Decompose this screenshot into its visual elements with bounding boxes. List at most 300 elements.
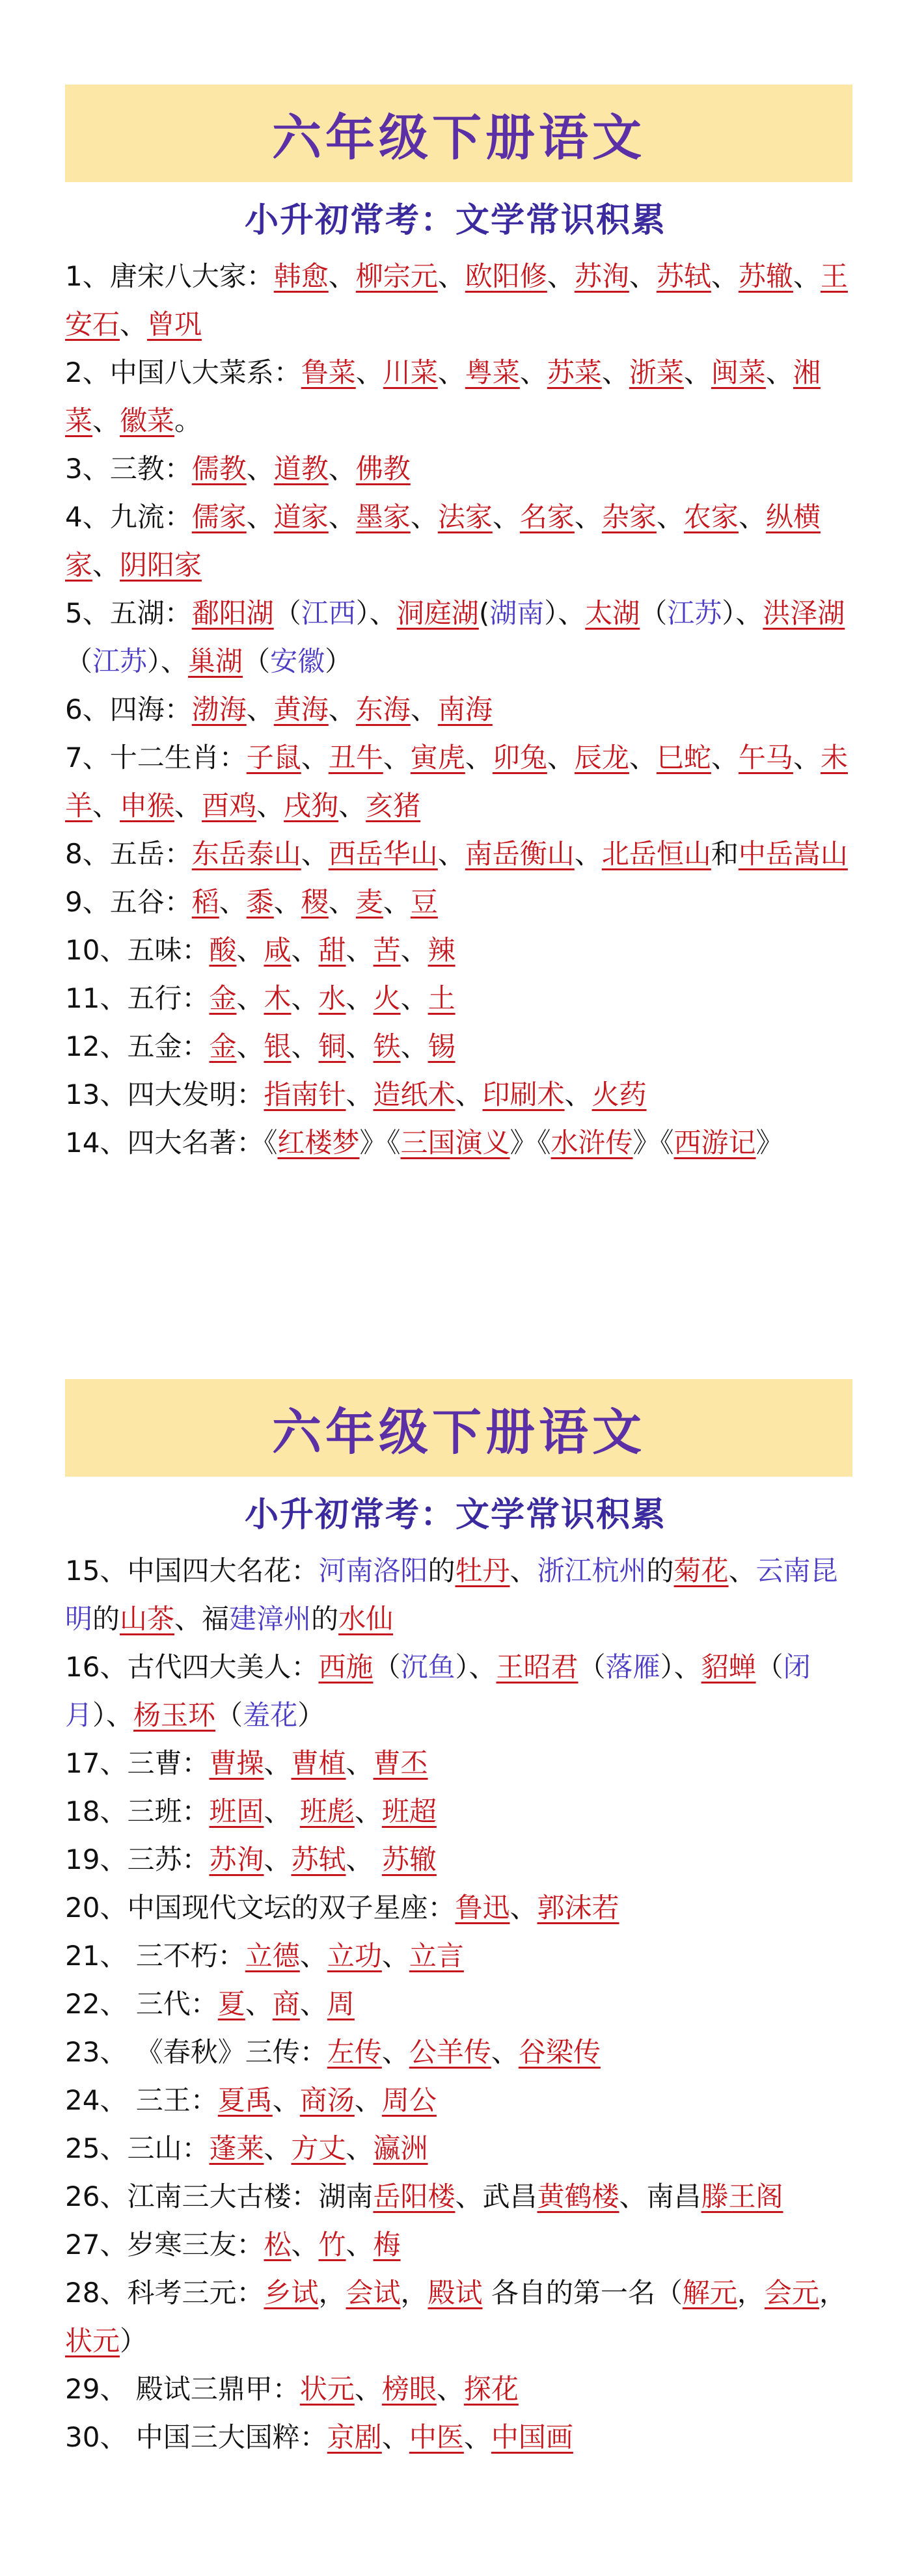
- item-text: 、: [120, 308, 148, 340]
- answer-term: 佛教: [355, 453, 411, 485]
- item-text: 、: [629, 742, 657, 773]
- item-text: 、: [728, 1555, 756, 1587]
- answer-term: 亥猪: [366, 790, 421, 822]
- answer-term: 水: [318, 982, 346, 1014]
- answer-term: 子鼠: [246, 742, 301, 773]
- answer-term: 麦: [355, 886, 383, 918]
- item-text: 的: [311, 1603, 339, 1635]
- item-text: 、: [92, 549, 120, 581]
- item-text: （: [273, 597, 301, 629]
- answer-term: 太湖: [585, 597, 640, 629]
- item-text: 、: [92, 790, 120, 822]
- answer-term: 红楼梦: [277, 1127, 360, 1159]
- item-text: 、: [547, 260, 575, 292]
- item-text: 、: [301, 838, 329, 870]
- answer-term: 商: [272, 1988, 300, 2020]
- answer-term: 稻: [191, 886, 219, 918]
- item-text: 1、唐宋八大家：: [65, 260, 274, 292]
- item-text: 、: [400, 982, 428, 1014]
- item-text: ，: [819, 2277, 847, 2309]
- answer-term: 儒教: [191, 453, 247, 485]
- item-text: 18、三班：: [65, 1795, 210, 1827]
- item-text: 》: [755, 1127, 783, 1159]
- answer-term: 蓬莱: [209, 2132, 264, 2164]
- item-text: ）、: [455, 1651, 496, 1683]
- item-text: 、: [410, 693, 438, 725]
- list-item: [65, 1071, 852, 1119]
- answer-term: 粤菜: [465, 356, 520, 388]
- answer-term: 苦: [373, 934, 401, 966]
- item-text: 、: [264, 1795, 300, 1827]
- item-text: 、: [381, 1940, 409, 1972]
- subtitle: 小升初常考：文学常识积累: [244, 1496, 666, 1535]
- item-text: 的: [92, 1603, 120, 1635]
- answer-term: 班固: [209, 1795, 264, 1827]
- item-text: 15、中国四大名花：: [65, 1555, 319, 1587]
- note-term: 河南洛阳: [318, 1555, 428, 1587]
- item-text: 11、五行：: [65, 982, 210, 1014]
- item-text: 、: [328, 453, 356, 485]
- item-text: 24、 三王：: [65, 2084, 218, 2116]
- item-text: 、: [264, 1747, 292, 1779]
- answer-term: 辰龙: [574, 742, 629, 773]
- answer-term: 状元: [299, 2373, 355, 2405]
- answer-term: 会试: [346, 2277, 401, 2309]
- item-text: 、: [346, 982, 374, 1014]
- item-text: 、: [174, 790, 202, 822]
- list-item: [65, 878, 852, 926]
- item-text: （: [578, 1651, 606, 1683]
- answer-term: 铜: [318, 1030, 346, 1062]
- answer-term: 立言: [409, 1940, 464, 1972]
- list-item: [65, 1547, 852, 1643]
- list-item: [65, 2413, 852, 2462]
- subtitle: 小升初常考：文学常识积累: [244, 201, 666, 240]
- item-text: 14、四大名著：《: [65, 1127, 278, 1159]
- answer-term: 南岳衡山: [465, 838, 575, 870]
- answer-term: 夏禹: [217, 2084, 273, 2116]
- answer-term: 豆: [410, 886, 438, 918]
- answer-term: 瀛洲: [373, 2132, 428, 2164]
- list-item: [65, 2125, 852, 2173]
- item-text: ）、: [660, 1651, 701, 1683]
- answer-term: 班超: [381, 1795, 437, 1827]
- answer-term: 墨家: [355, 501, 411, 533]
- item-text: 19、三苏：: [65, 1844, 210, 1875]
- note-term: 江西: [301, 597, 356, 629]
- item-text: 各自的第一名（: [482, 2277, 683, 2309]
- item-text: 、: [354, 2373, 382, 2405]
- list-item: [65, 445, 852, 493]
- item-text: 、福: [174, 1603, 230, 1635]
- list-item: [65, 734, 852, 830]
- item-text: 、: [245, 1988, 273, 2020]
- item-text: 、: [491, 2036, 519, 2068]
- answer-term: 申猴: [120, 790, 175, 822]
- item-text: 、: [547, 742, 575, 773]
- item-text: （: [215, 1699, 243, 1731]
- answer-term: 纵横家: [65, 501, 821, 581]
- answer-term: 谷梁传: [518, 2036, 601, 2068]
- answer-term: 西施: [318, 1651, 374, 1683]
- answer-term: 火: [373, 982, 401, 1014]
- item-text: 、: [601, 356, 629, 388]
- item-text: 、: [299, 1940, 327, 1972]
- item-text: 、: [383, 742, 411, 773]
- list-item: [65, 1932, 852, 1980]
- item-text: ，: [737, 2277, 765, 2309]
- list-item: [65, 2221, 852, 2269]
- note-term: 建漳州: [229, 1603, 312, 1635]
- answer-term: 酸: [209, 934, 237, 966]
- answer-term: 松: [264, 2229, 292, 2261]
- item-text: ，: [318, 2277, 346, 2309]
- answer-term: 辣: [428, 934, 456, 966]
- answer-term: 黍: [246, 886, 274, 918]
- item-text: 、: [301, 742, 329, 773]
- answer-term: 黄鹤楼: [537, 2180, 619, 2212]
- item-text: 、: [328, 886, 356, 918]
- item-text: 16、古代四大美人：: [65, 1651, 319, 1683]
- answer-term: 乡试: [264, 2277, 319, 2309]
- item-text: 、武昌: [455, 2180, 537, 2212]
- item-text: （: [755, 1651, 783, 1683]
- item-text: 、: [383, 886, 411, 918]
- list-item: [65, 1788, 852, 1836]
- item-text: 22、 三代：: [65, 1988, 218, 2020]
- answer-term: 方丈: [291, 2132, 346, 2164]
- answer-term: 酉鸡: [202, 790, 257, 822]
- answer-term: 洞庭湖: [396, 597, 479, 629]
- item-list: [65, 252, 852, 1167]
- list-item: [65, 974, 852, 1023]
- answer-term: 木: [264, 982, 292, 1014]
- item-text: 、: [92, 405, 120, 436]
- item-text: 、: [299, 1988, 327, 2020]
- note-term: 落雁: [605, 1651, 660, 1683]
- note-term: 湖南: [489, 597, 545, 629]
- item-text: （: [243, 645, 271, 677]
- item-text: 、: [793, 260, 821, 292]
- item-text: 、: [711, 742, 739, 773]
- item-text: 、: [463, 2421, 491, 2453]
- answer-term: 西游记: [673, 1127, 756, 1159]
- item-text: 、: [264, 2132, 292, 2164]
- answer-term: 苏辙: [738, 260, 793, 292]
- answer-term: 中岳嵩山: [738, 838, 848, 870]
- answer-term: 曾巩: [147, 308, 202, 340]
- answer-term: 东海: [355, 693, 411, 725]
- item-text: 、: [510, 1555, 537, 1587]
- answer-term: 浙菜: [629, 356, 684, 388]
- answer-term: 苏辙: [381, 1844, 437, 1875]
- answer-term: 甜: [318, 934, 346, 966]
- answer-term: 班彪: [299, 1795, 355, 1827]
- answer-term: 阴阳家: [120, 549, 202, 581]
- item-text: 27、岁寒三友：: [65, 2229, 264, 2261]
- answer-term: 巢湖: [188, 645, 243, 677]
- note-term: 安徽: [270, 645, 325, 677]
- answer-term: 鄱阳湖: [191, 597, 274, 629]
- list-item: [65, 686, 852, 734]
- item-text: 、: [246, 453, 274, 485]
- answer-term: 夏: [217, 1988, 245, 2020]
- answer-term: 水浒传: [551, 1127, 633, 1159]
- item-text: 、: [264, 1844, 292, 1875]
- item-text: （: [373, 1651, 401, 1683]
- list-item: [65, 252, 852, 349]
- item-text: 、: [410, 501, 438, 533]
- answer-term: 寅虎: [410, 742, 465, 773]
- item-text: ）、: [92, 1699, 134, 1731]
- banner: [65, 1379, 852, 1477]
- item-text: （: [640, 597, 668, 629]
- answer-term: 川菜: [383, 356, 438, 388]
- answer-term: 三国演义: [400, 1127, 510, 1159]
- item-text: 、: [738, 501, 766, 533]
- item-text: 、南昌: [619, 2180, 701, 2212]
- answer-term: 郭沫若: [537, 1892, 619, 1924]
- item-text: 、: [328, 260, 356, 292]
- item-text: 8、五岳：: [65, 838, 192, 870]
- item-text: 、: [492, 501, 520, 533]
- banner-title: 六年级下册语文: [272, 108, 646, 167]
- answer-term: 左传: [327, 2036, 382, 2068]
- answer-term: 银: [264, 1030, 292, 1062]
- item-text: 29、 殿试三鼎甲：: [65, 2373, 300, 2405]
- list-item: [65, 830, 852, 878]
- list-item: [65, 2365, 852, 2413]
- answer-term: 稷: [301, 886, 329, 918]
- item-text: 17、三曹：: [65, 1747, 210, 1779]
- answer-term: 岳阳楼: [373, 2180, 456, 2212]
- answer-term: 解元: [682, 2277, 737, 2309]
- answer-term: 中医: [409, 2421, 464, 2453]
- answer-term: 苏轼: [656, 260, 711, 292]
- answer-term: 火药: [591, 1079, 647, 1110]
- item-text: 、: [574, 838, 602, 870]
- answer-term: 戌狗: [284, 790, 339, 822]
- answer-term: 印刷术: [482, 1079, 565, 1110]
- note-term: 羞花: [243, 1699, 298, 1731]
- item-text: 4、九流：: [65, 501, 192, 533]
- item-text: 、: [273, 886, 301, 918]
- answer-term: 指南针: [264, 1079, 346, 1110]
- item-text: 、: [346, 2229, 374, 2261]
- note-term: 沉鱼: [400, 1651, 456, 1683]
- answer-term: 立德: [245, 1940, 300, 1972]
- item-text: 、: [346, 934, 374, 966]
- item-text: 、: [256, 790, 284, 822]
- item-text: 12、五金：: [65, 1030, 210, 1062]
- item-text: 、: [236, 982, 264, 1014]
- item-text: 、: [291, 2229, 319, 2261]
- answer-term: 中国画: [491, 2421, 573, 2453]
- note-term: 江苏: [667, 597, 722, 629]
- item-text: 、: [629, 260, 657, 292]
- list-item: [65, 1023, 852, 1071]
- item-text: 25、三山：: [65, 2132, 210, 2164]
- item-text: 。: [174, 405, 202, 436]
- item-text: 、: [455, 1079, 483, 1110]
- item-text: 、: [346, 2132, 374, 2164]
- answer-term: 曹丕: [373, 1747, 428, 1779]
- item-text: 30、 中国三大国粹：: [65, 2421, 327, 2453]
- list-item: [65, 349, 852, 445]
- item-text: 7、十二生肖：: [65, 742, 247, 773]
- item-text: 、: [400, 934, 428, 966]
- item-text: 和: [711, 838, 739, 870]
- item-text: 、: [519, 356, 547, 388]
- item-text: 23、 《春秋》三传：: [65, 2036, 327, 2068]
- item-text: 2、中国八大菜系：: [65, 356, 301, 388]
- item-text: 、: [793, 742, 821, 773]
- answer-term: 咸: [264, 934, 292, 966]
- item-text: 、: [346, 1747, 374, 1779]
- answer-term: 金: [209, 1030, 237, 1062]
- item-text: 21、 三不朽：: [65, 1940, 245, 1972]
- item-text: 、: [291, 982, 319, 1014]
- item-text: 、: [272, 2084, 300, 2116]
- item-text: 、: [436, 2373, 464, 2405]
- list-item: [65, 1739, 852, 1788]
- item-text: 、: [564, 1079, 592, 1110]
- item-text: ）、: [355, 597, 397, 629]
- answer-term: 滕王阁: [701, 2180, 783, 2212]
- list-item: [65, 1643, 852, 1739]
- answer-term: 公羊传: [409, 2036, 491, 2068]
- list-item: [65, 1836, 852, 1884]
- item-text: 、: [683, 356, 711, 388]
- item-text: 6、四海：: [65, 693, 192, 725]
- item-text: ，: [400, 2277, 428, 2309]
- item-text: 28、科考三元：: [65, 2277, 264, 2309]
- answer-term: 苏轼: [291, 1844, 346, 1875]
- answer-term: 立功: [327, 1940, 382, 1972]
- note-term: 浙江杭州: [537, 1555, 647, 1587]
- list-item: [65, 2028, 852, 2076]
- item-text: 、: [354, 2084, 382, 2116]
- answer-term: 北岳恒山: [601, 838, 711, 870]
- list-item: [65, 589, 852, 686]
- answer-term: 鲁菜: [301, 356, 356, 388]
- item-text: 3、三教：: [65, 453, 192, 485]
- item-text: 9、五谷：: [65, 886, 192, 918]
- answer-term: 造纸术: [373, 1079, 456, 1110]
- item-text: 、: [346, 1844, 382, 1875]
- item-text: 》《: [632, 1127, 674, 1159]
- item-text: 5、五湖：: [65, 597, 192, 629]
- item-text: 、: [236, 1030, 264, 1062]
- answer-term: 会元: [764, 2277, 819, 2309]
- item-text: 13、四大发明：: [65, 1079, 264, 1110]
- item-text: 、: [510, 1892, 537, 1924]
- answer-term: 洪泽湖: [763, 597, 845, 629]
- answer-term: 土: [428, 982, 456, 1014]
- item-text: 、: [437, 260, 465, 292]
- item-text: 、: [219, 886, 247, 918]
- answer-term: 京剧: [327, 2421, 382, 2453]
- answer-term: 竹: [318, 2229, 346, 2261]
- answer-term: 锡: [428, 1030, 456, 1062]
- item-text: 、: [711, 260, 739, 292]
- item-text: ）: [120, 2325, 148, 2357]
- item-text: 》《: [359, 1127, 401, 1159]
- answer-term: 柳宗元: [355, 260, 438, 292]
- item-text: ）: [325, 645, 353, 677]
- answer-term: 道教: [273, 453, 329, 485]
- list-item: [65, 2173, 852, 2221]
- item-text: 、: [381, 2421, 409, 2453]
- item-text: 、: [236, 934, 264, 966]
- answer-term: 未羊: [65, 742, 848, 822]
- item-text: 、: [400, 1030, 428, 1062]
- answer-term: 王安石: [65, 260, 848, 340]
- list-item: [65, 1119, 852, 1167]
- item-text: 、: [346, 1079, 374, 1110]
- item-text: ）: [297, 1699, 325, 1731]
- answer-term: 山茶: [120, 1603, 175, 1635]
- answer-term: 丑牛: [328, 742, 383, 773]
- answer-term: 法家: [437, 501, 493, 533]
- item-text: 10、五味：: [65, 934, 210, 966]
- answer-term: 欧阳修: [465, 260, 547, 292]
- answer-term: 鲁迅: [455, 1892, 510, 1924]
- item-text: 、: [354, 1795, 382, 1827]
- item-text: 的: [428, 1555, 456, 1587]
- item-text: 、: [291, 934, 319, 966]
- answer-term: 徽菜: [120, 405, 175, 436]
- list-item: [65, 493, 852, 589]
- item-text: 、: [338, 790, 366, 822]
- item-list: [65, 1547, 852, 2462]
- answer-term: 儒家: [191, 501, 247, 533]
- item-text: 、: [291, 1030, 319, 1062]
- answer-term: 水仙: [338, 1603, 394, 1635]
- answer-term: 苏洵: [574, 260, 629, 292]
- item-text: 、: [381, 2036, 409, 2068]
- answer-term: 周公: [381, 2084, 437, 2116]
- item-text: ）、: [544, 597, 586, 629]
- item-text: 、: [346, 1030, 374, 1062]
- answer-term: 西岳华山: [328, 838, 438, 870]
- answer-term: 曹操: [209, 1747, 264, 1779]
- answer-term: 道家: [273, 501, 329, 533]
- answer-term: 苏洵: [209, 1844, 264, 1875]
- answer-term: 曹植: [291, 1747, 346, 1779]
- answer-term: 王昭君: [496, 1651, 578, 1683]
- item-text: 、: [328, 501, 356, 533]
- answer-term: 貂蝉: [701, 1651, 756, 1683]
- item-text: 、: [574, 501, 602, 533]
- item-text: ）、: [722, 597, 763, 629]
- item-text: (: [478, 597, 490, 629]
- answer-term: 金: [209, 982, 237, 1014]
- item-text: 》《: [510, 1127, 551, 1159]
- answer-term: 渤海: [191, 693, 247, 725]
- item-text: 26、江南三大古楼：湖南: [65, 2180, 374, 2212]
- answer-term: 卯兔: [492, 742, 547, 773]
- answer-term: 南海: [437, 693, 493, 725]
- item-text: 20、中国现代文坛的双子星座：: [65, 1892, 456, 1924]
- answer-term: 梅: [373, 2229, 401, 2261]
- list-item: [65, 1980, 852, 2028]
- answer-term: 菊花: [673, 1555, 729, 1587]
- answer-term: 殿试: [428, 2277, 483, 2309]
- answer-term: 韩愈: [273, 260, 329, 292]
- answer-term: 杂家: [601, 501, 657, 533]
- answer-term: 东岳泰山: [191, 838, 301, 870]
